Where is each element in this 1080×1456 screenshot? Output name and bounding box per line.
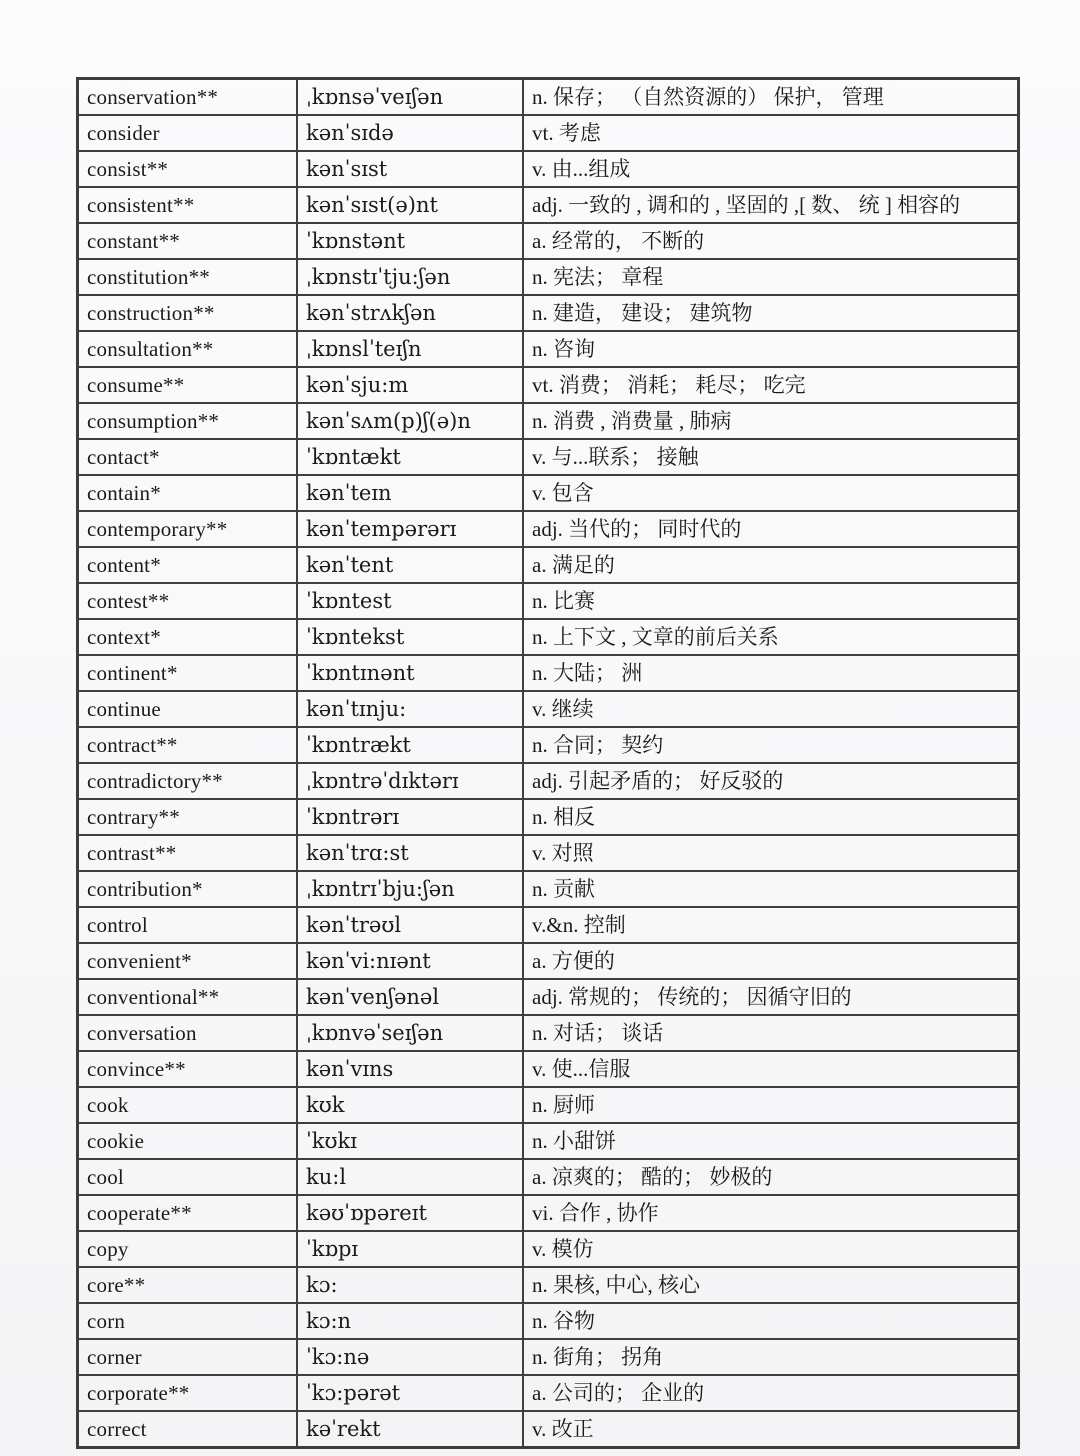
definition-cell: vt. 考虑 — [523, 115, 1018, 151]
phonetic-cell: ˈkɒntækt — [297, 439, 523, 475]
phonetic-cell: ˈkɒnstənt — [297, 223, 523, 259]
word-cell: consume** — [78, 367, 297, 403]
phonetic-cell: kənˈsʌm(p)ʃ(ə)n — [297, 403, 523, 439]
word-cell: contribution* — [78, 871, 297, 907]
definition-cell: a. 公司的； 企业的 — [523, 1375, 1018, 1411]
definition-cell: adj. 当代的； 同时代的 — [523, 511, 1018, 547]
definition-cell: n. 消费 , 消费量 , 肺病 — [523, 403, 1018, 439]
phonetic-cell: kənˈtempərərɪ — [297, 511, 523, 547]
table-row — [78, 1195, 1018, 1231]
table-row — [78, 763, 1018, 799]
word-cell: copy — [78, 1231, 297, 1267]
word-cell: consist** — [78, 151, 297, 187]
phonetic-cell: kʊk — [297, 1087, 523, 1123]
definition-cell: vi. 合作 , 协作 — [523, 1195, 1018, 1231]
phonetic-cell: kənˈvi:nɪənt — [297, 943, 523, 979]
definition-cell: n. 贡献 — [523, 871, 1018, 907]
table-row — [78, 223, 1018, 259]
definition-cell: n. 上下文 , 文章的前后关系 — [523, 619, 1018, 655]
definition-cell: vt. 消费； 消耗； 耗尽； 吃完 — [523, 367, 1018, 403]
definition-cell: n. 街角； 拐角 — [523, 1339, 1018, 1375]
phonetic-cell: kənˈsɪdə — [297, 115, 523, 151]
phonetic-cell: ˌkɒnsəˈveɪʃən — [297, 79, 523, 115]
table-row — [78, 1159, 1018, 1195]
word-cell: corporate** — [78, 1375, 297, 1411]
table-row — [78, 871, 1018, 907]
table-row — [78, 1123, 1018, 1159]
word-cell: contemporary** — [78, 511, 297, 547]
phonetic-cell: kɔ: — [297, 1267, 523, 1303]
definition-cell: v. 模仿 — [523, 1231, 1018, 1267]
word-cell: contrast** — [78, 835, 297, 871]
word-cell: contain* — [78, 475, 297, 511]
table-row — [78, 1015, 1018, 1051]
word-cell: constitution** — [78, 259, 297, 295]
phonetic-cell: ˌkɒnstɪˈtju:ʃən — [297, 259, 523, 295]
word-cell: consistent** — [78, 187, 297, 223]
definition-cell: a. 经常的， 不断的 — [523, 223, 1018, 259]
definition-cell: n. 谷物 — [523, 1303, 1018, 1339]
table-row — [78, 727, 1018, 763]
phonetic-cell: kənˈvenʃənəl — [297, 979, 523, 1015]
word-cell: control — [78, 907, 297, 943]
definition-cell: adj. 一致的 , 调和的 , 坚固的 ,[ 数、 统 ] 相容的 — [523, 187, 1018, 223]
definition-cell: n. 果核, 中心, 核心 — [523, 1267, 1018, 1303]
definition-cell: n. 保存； （自然资源的） 保护， 管理 — [523, 79, 1018, 115]
phonetic-cell: ˈkɒpɪ — [297, 1231, 523, 1267]
definition-cell: n. 建造， 建设； 建筑物 — [523, 295, 1018, 331]
table-row — [78, 943, 1018, 979]
definition-cell: v.&n. 控制 — [523, 907, 1018, 943]
table-row — [78, 907, 1018, 943]
table-row — [78, 115, 1018, 151]
table-row — [78, 331, 1018, 367]
word-cell: context* — [78, 619, 297, 655]
phonetic-cell: ˈkɒntɪnənt — [297, 655, 523, 691]
definition-cell: n. 对话； 谈话 — [523, 1015, 1018, 1051]
table-row — [78, 1087, 1018, 1123]
word-cell: consultation** — [78, 331, 297, 367]
phonetic-cell: ˌkɒnslˈteɪʃn — [297, 331, 523, 367]
definition-cell: n. 咨询 — [523, 331, 1018, 367]
phonetic-cell: ˈkɔ:nə — [297, 1339, 523, 1375]
phonetic-cell: ˈkɒntekst — [297, 619, 523, 655]
definition-cell: v. 与...联系； 接触 — [523, 439, 1018, 475]
definition-cell: n. 比赛 — [523, 583, 1018, 619]
table-row — [78, 295, 1018, 331]
phonetic-cell: kənˈsɪst — [297, 151, 523, 187]
definition-cell: n. 大陆； 洲 — [523, 655, 1018, 691]
phonetic-cell: kənˈsɪst(ə)nt — [297, 187, 523, 223]
word-cell: consider — [78, 115, 297, 151]
definition-cell: a. 方便的 — [523, 943, 1018, 979]
word-cell: content* — [78, 547, 297, 583]
phonetic-cell: ˈkɔ:pərət — [297, 1375, 523, 1411]
word-cell: cooperate** — [78, 1195, 297, 1231]
word-cell: contract** — [78, 727, 297, 763]
phonetic-cell: kənˈtrəʊl — [297, 907, 523, 943]
table-row — [78, 835, 1018, 871]
table-row — [78, 1231, 1018, 1267]
definition-cell: v. 继续 — [523, 691, 1018, 727]
word-cell: conventional** — [78, 979, 297, 1015]
table-row — [78, 1303, 1018, 1339]
table-row — [78, 619, 1018, 655]
word-cell: constant** — [78, 223, 297, 259]
phonetic-cell: kəʊˈɒpəreɪt — [297, 1195, 523, 1231]
phonetic-cell: kənˈtrɑ:st — [297, 835, 523, 871]
word-cell: cookie — [78, 1123, 297, 1159]
phonetic-cell: kəˈrekt — [297, 1411, 523, 1447]
table-row — [78, 655, 1018, 691]
word-cell: correct — [78, 1411, 297, 1447]
phonetic-cell: ˈkɒntest — [297, 583, 523, 619]
word-cell: continue — [78, 691, 297, 727]
word-cell: convenient* — [78, 943, 297, 979]
word-cell: conservation** — [78, 79, 297, 115]
definition-cell: a. 满足的 — [523, 547, 1018, 583]
table-row — [78, 1339, 1018, 1375]
word-cell: convince** — [78, 1051, 297, 1087]
phonetic-cell: ˌkɒntrəˈdɪktərɪ — [297, 763, 523, 799]
vocabulary-table — [76, 77, 1020, 1449]
word-cell: continent* — [78, 655, 297, 691]
phonetic-cell: ˈkʊkɪ — [297, 1123, 523, 1159]
definition-cell: n. 小甜饼 — [523, 1123, 1018, 1159]
vocabulary-table-body — [78, 79, 1018, 1447]
table-row — [78, 259, 1018, 295]
phonetic-cell: kənˈteɪn — [297, 475, 523, 511]
phonetic-cell: ˈkɒntrækt — [297, 727, 523, 763]
table-row — [78, 151, 1018, 187]
word-cell: cool — [78, 1159, 297, 1195]
table-row — [78, 367, 1018, 403]
word-cell: core** — [78, 1267, 297, 1303]
word-cell: contradictory** — [78, 763, 297, 799]
definition-cell: n. 宪法； 章程 — [523, 259, 1018, 295]
phonetic-cell: kənˈstrʌkʃən — [297, 295, 523, 331]
definition-cell: v. 包含 — [523, 475, 1018, 511]
table-row — [78, 1411, 1018, 1447]
table-row — [78, 79, 1018, 115]
definition-cell: v. 使...信服 — [523, 1051, 1018, 1087]
definition-cell: n. 合同； 契约 — [523, 727, 1018, 763]
table-row — [78, 439, 1018, 475]
table-row — [78, 511, 1018, 547]
definition-cell: v. 改正 — [523, 1411, 1018, 1447]
word-cell: consumption** — [78, 403, 297, 439]
definition-cell: v. 由...组成 — [523, 151, 1018, 187]
table-row — [78, 799, 1018, 835]
table-row — [78, 1375, 1018, 1411]
table-row — [78, 691, 1018, 727]
table-row — [78, 475, 1018, 511]
phonetic-cell: kənˈvɪns — [297, 1051, 523, 1087]
table-row — [78, 403, 1018, 439]
definition-cell: adj. 常规的； 传统的； 因循守旧的 — [523, 979, 1018, 1015]
phonetic-cell: kənˈsju:m — [297, 367, 523, 403]
phonetic-cell: kənˈtɪnju: — [297, 691, 523, 727]
table-row — [78, 187, 1018, 223]
word-cell: conversation — [78, 1015, 297, 1051]
phonetic-cell: kɔ:n — [297, 1303, 523, 1339]
word-cell: contact* — [78, 439, 297, 475]
phonetic-cell: ku:l — [297, 1159, 523, 1195]
phonetic-cell: ˌkɒntrɪˈbju:ʃən — [297, 871, 523, 907]
definition-cell: v. 对照 — [523, 835, 1018, 871]
word-cell: cook — [78, 1087, 297, 1123]
word-cell: contrary** — [78, 799, 297, 835]
table-row — [78, 1051, 1018, 1087]
table-row — [78, 583, 1018, 619]
word-cell: corn — [78, 1303, 297, 1339]
definition-cell: n. 相反 — [523, 799, 1018, 835]
table-row — [78, 979, 1018, 1015]
table-row — [78, 547, 1018, 583]
phonetic-cell: ˈkɒntrərɪ — [297, 799, 523, 835]
phonetic-cell: kənˈtent — [297, 547, 523, 583]
table-row — [78, 1267, 1018, 1303]
definition-cell: n. 厨师 — [523, 1087, 1018, 1123]
word-cell: construction** — [78, 295, 297, 331]
definition-cell: adj. 引起矛盾的； 好反驳的 — [523, 763, 1018, 799]
word-cell: contest** — [78, 583, 297, 619]
phonetic-cell: ˌkɒnvəˈseɪʃən — [297, 1015, 523, 1051]
definition-cell: a. 凉爽的； 酷的； 妙极的 — [523, 1159, 1018, 1195]
word-cell: corner — [78, 1339, 297, 1375]
